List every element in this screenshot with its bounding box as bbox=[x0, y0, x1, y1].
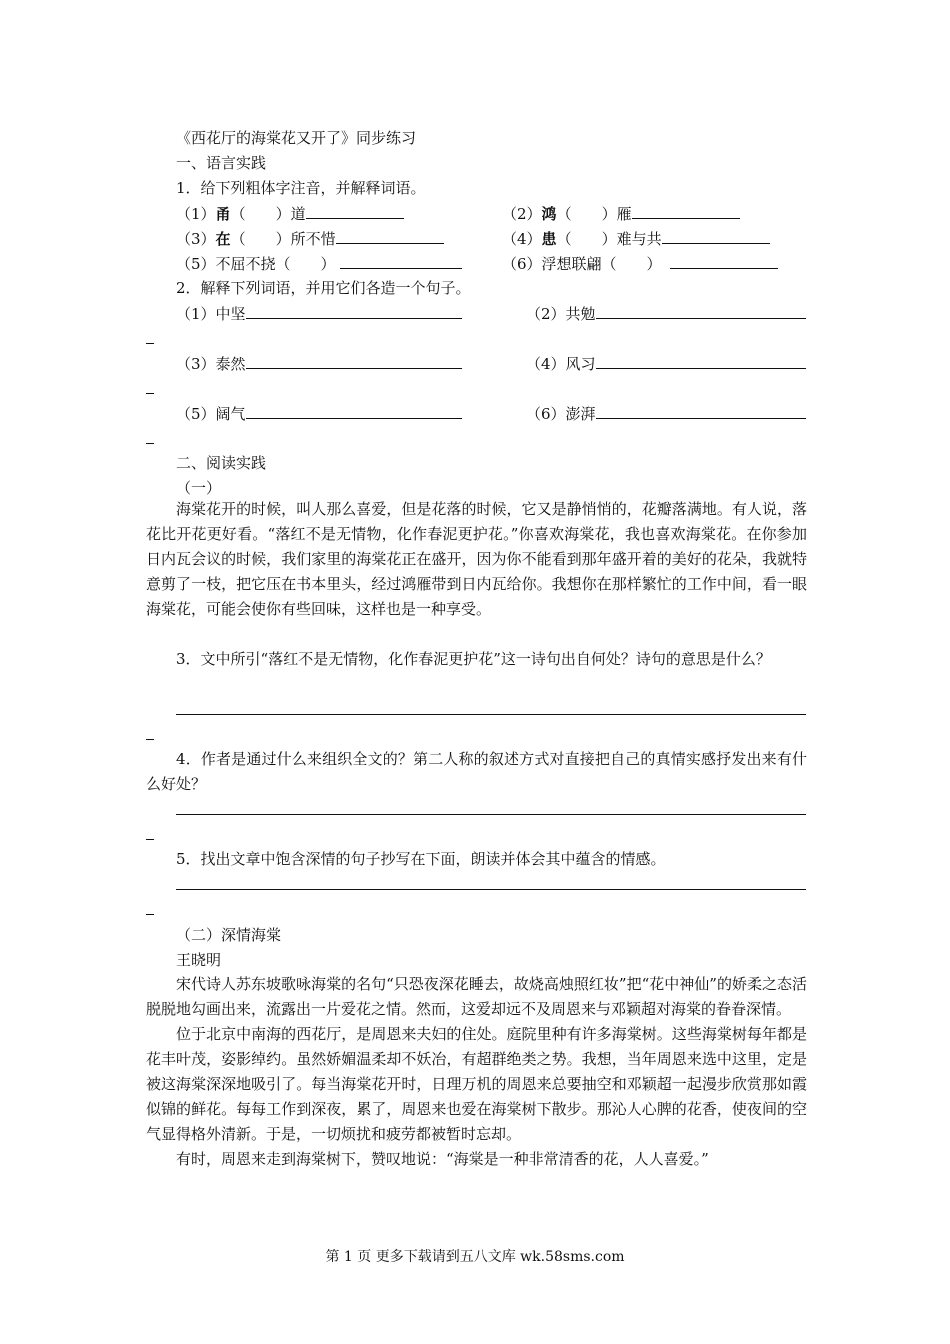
item-rest: 浮想联翩（ ） bbox=[541, 255, 662, 273]
passage-1-text: 海棠花开的时候，叫人那么喜爱，但是花落的时候，它又是静悄悄的，花瓣落满地。有人说，落花比开花更好看。“落红不是无情物，化作春泥更护花。”你喜欢海棠花，我也喜欢海棠花。在你参加日内瓦会议的时候，我们家里的海棠花正在盛开，因为你不能看到那年盛开着的美好的花朵，我就特意剪了一枝，把它压在书本里头，经过鸿雁带到日内瓦给你。我想你在那样繁忙的工作中间，看一眼海棠花，可能会使你有些回味，这样也是一种享受。 bbox=[146, 500, 807, 618]
question-5 bbox=[146, 847, 807, 872]
answer-line[interactable] bbox=[336, 228, 444, 244]
bold-char: 鸿 bbox=[541, 205, 557, 223]
author-name: 王晓明 bbox=[176, 951, 222, 969]
item-rest: 道 bbox=[290, 205, 306, 223]
item-rest: 难与共 bbox=[616, 230, 662, 248]
answer-line-q4[interactable] bbox=[176, 814, 806, 815]
answer-line[interactable] bbox=[596, 353, 806, 369]
item-number: （2） bbox=[502, 205, 542, 223]
section-heading-language: 一、语言实践 bbox=[176, 154, 267, 172]
question-5-text: 5．找出文章中饱含深情的句子抄写在下面，朗读并体会其中蕴含的情感。 bbox=[176, 850, 666, 868]
q2-item-3 bbox=[176, 353, 462, 374]
answer-line[interactable] bbox=[246, 353, 462, 369]
word-label: （1）中坚 bbox=[176, 305, 246, 323]
answer-line[interactable] bbox=[662, 228, 770, 244]
q2-item-5 bbox=[176, 403, 462, 424]
word-label: （4）风习 bbox=[526, 355, 596, 373]
q2-item-2 bbox=[526, 303, 806, 324]
passage-2 bbox=[146, 972, 807, 1172]
section-heading-reading: 二、阅读实践 bbox=[176, 454, 267, 472]
q1-item-3 bbox=[176, 228, 444, 249]
question-2-stem: 2．解释下列词语，并用它们各造一个句子。 bbox=[176, 279, 471, 297]
word-label: （6）澎湃 bbox=[526, 405, 596, 423]
answer-line[interactable] bbox=[246, 403, 462, 419]
question-4-text: 4．作者是通过什么来组织全文的？第二人称的叙述方式对直接把自己的真情实感抒发出来有什么好处？ bbox=[146, 750, 807, 793]
question-4 bbox=[146, 747, 807, 797]
bold-char: 患 bbox=[541, 230, 557, 248]
q1-item-5 bbox=[176, 253, 462, 274]
pinyin-blank: （ ） bbox=[556, 230, 617, 248]
answer-line-q3[interactable] bbox=[176, 714, 806, 715]
question-3 bbox=[146, 647, 807, 672]
line-continuation bbox=[146, 914, 154, 915]
q1-item-4 bbox=[502, 228, 770, 249]
part-2-title: （二）深情海棠 bbox=[176, 926, 282, 944]
word-label: （5）阔气 bbox=[176, 405, 246, 423]
line-continuation bbox=[146, 739, 154, 740]
item-number: （6） bbox=[502, 255, 542, 273]
line-continuation bbox=[146, 839, 154, 840]
answer-line[interactable] bbox=[632, 203, 740, 219]
passage-1 bbox=[146, 497, 807, 622]
bold-char: 在 bbox=[215, 230, 231, 248]
bold-char: 甬 bbox=[215, 205, 231, 223]
item-number: （3） bbox=[176, 230, 216, 248]
q2-item-1 bbox=[176, 303, 462, 324]
passage-2-paragraph: 位于北京中南海的西花厅，是周恩来夫妇的住处。庭院里种有许多海棠树。这些海棠树每年都是花丰叶茂，姿影绰约。虽然娇媚温柔却不妖冶，有超群绝类之势。我想，当年周恩来选中这里，定是被这海棠深深地吸引了。每当海棠花开时，日理万机的周恩来总要抽空和邓颖超一起漫步欣赏那如霞似锦的鲜花。每每工作到深夜，累了，周恩来也爱在海棠树下散步。那沁人心脾的花香，使夜间的空气显得格外清新。于是，一切烦扰和疲劳都被暂时忘却。 bbox=[146, 1025, 807, 1143]
item-number: （1） bbox=[176, 205, 216, 223]
question-3-text: 3．文中所引“落红不是无情物，化作春泥更护花”这一诗句出自何处？诗句的意思是什么？ bbox=[176, 650, 771, 668]
answer-line[interactable] bbox=[340, 253, 462, 269]
q1-item-1 bbox=[176, 203, 404, 224]
answer-line[interactable] bbox=[670, 253, 778, 269]
item-rest: 不屈不挠（ ） bbox=[215, 255, 336, 273]
page-footer: 第 1 页 更多下载请到五八文库 wk.58sms.com bbox=[325, 1249, 625, 1265]
passage-2-paragraph: 宋代诗人苏东坡歌咏海棠的名句“只恐夜深花睡去，故烧高烛照红妆”把“花中神仙”的娇柔之态活脱脱地勾画出来，流露出一片爱花之情。然而，这爱却远不及周恩来与邓颖超对海棠的眷眷深情。 bbox=[146, 975, 807, 1018]
pinyin-blank: （ ） bbox=[230, 205, 291, 223]
item-number: （4） bbox=[502, 230, 542, 248]
item-rest: 雁 bbox=[616, 205, 632, 223]
pinyin-blank: （ ） bbox=[556, 205, 617, 223]
question-1-stem: 1．给下列粗体字注音，并解释词语。 bbox=[176, 179, 426, 197]
q2-item-4 bbox=[526, 353, 806, 374]
q1-item-6 bbox=[502, 253, 778, 274]
answer-line[interactable] bbox=[596, 403, 806, 419]
item-number: （5） bbox=[176, 255, 216, 273]
line-continuation bbox=[146, 443, 154, 444]
passage-2-paragraph: 有时，周恩来走到海棠树下，赞叹地说：“海棠是一种非常清香的花，人人喜爱。” bbox=[176, 1150, 709, 1168]
q2-item-6 bbox=[526, 403, 806, 424]
answer-line[interactable] bbox=[596, 303, 806, 319]
page-title: 《西花厅的海棠花又开了》同步练习 bbox=[176, 129, 417, 147]
part-1-label: （一） bbox=[176, 479, 222, 497]
word-label: （3）泰然 bbox=[176, 355, 246, 373]
line-continuation bbox=[146, 393, 154, 394]
word-label: （2）共勉 bbox=[526, 305, 596, 323]
q1-item-2 bbox=[502, 203, 740, 224]
line-continuation bbox=[146, 343, 154, 344]
item-rest: 所不惜 bbox=[290, 230, 336, 248]
answer-line[interactable] bbox=[246, 303, 462, 319]
answer-line-q5[interactable] bbox=[176, 889, 806, 890]
pinyin-blank: （ ） bbox=[230, 230, 291, 248]
answer-line[interactable] bbox=[306, 203, 404, 219]
